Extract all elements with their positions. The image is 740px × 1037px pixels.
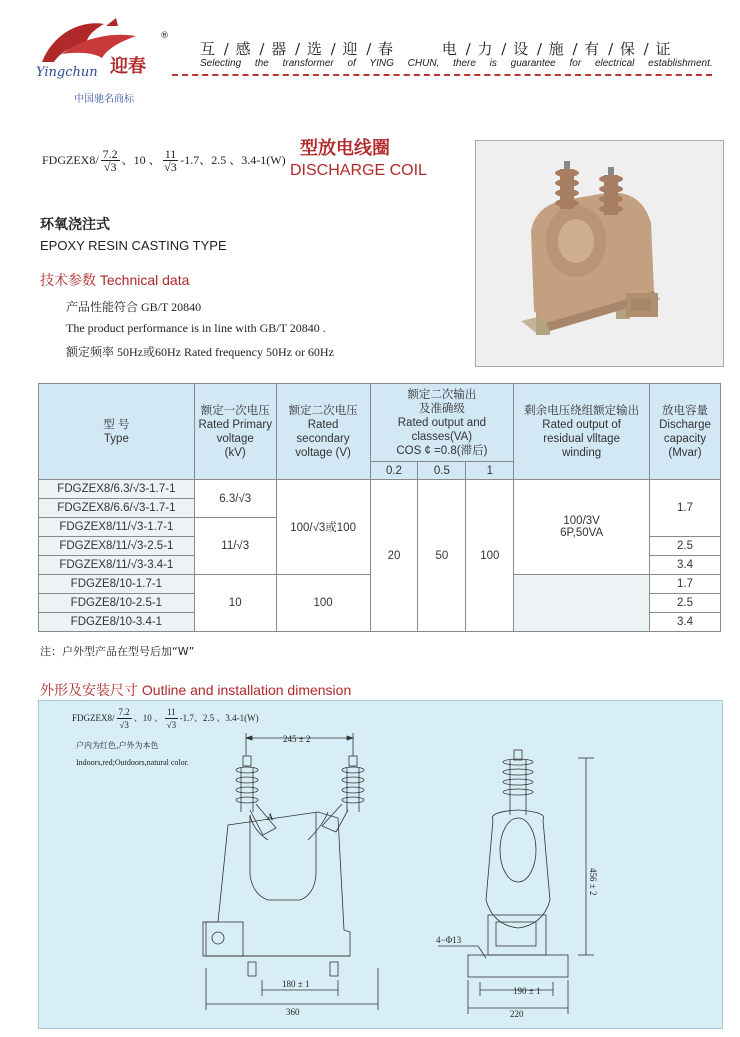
col-primary-voltage: 额定一次电压 Rated Primary voltage (kV) bbox=[194, 384, 276, 480]
type-cell: FDGZEX8/6.6/√3-1.7-1 bbox=[39, 499, 195, 518]
capacity-cell: 1.7 bbox=[649, 575, 720, 594]
casting-type-cn: 环氧浇注式 bbox=[40, 217, 110, 233]
secondary-voltage-cell: 100/√3或100 bbox=[276, 480, 370, 575]
capacity-cell: 3.4 bbox=[649, 613, 720, 632]
svg-text:®: ® bbox=[160, 31, 169, 41]
secondary-voltage-cell: 100 bbox=[276, 575, 370, 632]
output-0.5-cell: 50 bbox=[418, 480, 466, 632]
primary-voltage-cell: 10 bbox=[194, 575, 276, 632]
slogan-cn: 互 / 感 / 器 / 选 / 迎 / 春 电 / 力 / 设 / 施 / 有 / 保 / 证 bbox=[200, 40, 672, 58]
dim-456: 456 ± 2 bbox=[588, 868, 598, 896]
svg-text:迎春: 迎春 bbox=[110, 56, 146, 77]
front-view bbox=[203, 733, 378, 1010]
col-discharge-capacity: 放电容量 Discharge capacity (Mvar) bbox=[649, 384, 720, 480]
output-0.2-cell: 20 bbox=[370, 480, 418, 632]
trademark-note: 中国驰名商标 bbox=[74, 94, 134, 105]
col-class-1: 1 bbox=[466, 462, 514, 480]
dim-190: 190 ± 1 bbox=[513, 986, 541, 996]
dim-180: 180 ± 1 bbox=[282, 979, 310, 989]
dim-245: 245 ± 2 bbox=[283, 734, 311, 744]
rated-frequency: 额定频率 50Hz或60Hz Rated frequency 50Hz or 60Hz bbox=[66, 345, 334, 359]
col-class-0.5: 0.5 bbox=[418, 462, 466, 480]
col-output-classes: 额定二次输出 及准确级 Rated output and classes(VA) COS ¢ =0.8(滞后) bbox=[370, 384, 514, 462]
type-cell: FDGZEX8/6.3/√3-1.7-1 bbox=[39, 480, 195, 499]
type-cell: FDGZEX8/11/√3-1.7-1 bbox=[39, 518, 195, 537]
col-residual-output: 剩余电压绕组额定输出 Rated output of residual vlltage winding bbox=[514, 384, 650, 480]
capacity-cell: 1.7 bbox=[649, 480, 720, 537]
spec-table bbox=[38, 383, 721, 632]
model-formula: FDGZEX8/ $\frac{7.2}{√3}$ 、10 、 $\frac{11}{√3}$ -1.7、2.5 、3.4-1(W) bbox=[42, 147, 286, 174]
header-divider bbox=[172, 74, 712, 76]
type-cell: FDGZE8/10-3.4-1 bbox=[39, 613, 195, 632]
product-photo bbox=[475, 140, 724, 367]
residual-output-cell: 100/3V 6P,50VA bbox=[514, 480, 650, 575]
svg-text:Yingchun: Yingchun bbox=[36, 65, 98, 80]
primary-voltage-cell: 6.3/√3 bbox=[194, 480, 276, 518]
residual-output-cell bbox=[514, 575, 650, 632]
col-secondary-voltage: 额定二次电压 Rated secondary voltage (V) bbox=[276, 384, 370, 480]
technical-data-heading: 技术参数 Technical data bbox=[40, 272, 190, 288]
type-cell: FDGZE8/10-1.7-1 bbox=[39, 575, 195, 594]
table-row bbox=[39, 480, 721, 499]
type-cell: FDGZE8/10-2.5-1 bbox=[39, 594, 195, 613]
col-type: 型 号 Type bbox=[39, 384, 195, 480]
dim-220: 220 bbox=[510, 1009, 524, 1019]
output-1-cell: 100 bbox=[466, 480, 514, 632]
dimension-drawing-icon bbox=[38, 700, 721, 1027]
slogan-en: Selecting the transformer of YING CHUN, there is guarantee for electrical establishment. bbox=[200, 58, 713, 69]
drawing-model-formula: FDGZEX8/ $\frac{7.2}{√3}$ 、10 、 $\frac{11}{√3}$ -1.7、2.5 、3.4-1(W) bbox=[72, 707, 259, 730]
product-title-cn: 型放电线圈 bbox=[300, 138, 390, 159]
capacity-cell: 3.4 bbox=[649, 556, 720, 575]
type-cell: FDGZEX8/11/√3-2.5-1 bbox=[39, 537, 195, 556]
capacity-cell: 2.5 bbox=[649, 594, 720, 613]
outdoor-note: 注：户外型产品在型号后加“W” bbox=[40, 645, 195, 658]
primary-voltage-cell: 11/√3 bbox=[194, 518, 276, 575]
standard-en: The product performance is in line with GB/T 20840 . bbox=[66, 321, 326, 335]
dim-360: 360 bbox=[286, 1007, 300, 1017]
color-note-en: Indoors,red;Outdoors,natural color. bbox=[76, 758, 189, 767]
discharge-coil-photo-icon bbox=[476, 141, 723, 366]
terminal-a: A bbox=[267, 812, 274, 822]
outline-heading: 外形及安装尺寸 Outline and installation dimension bbox=[40, 682, 352, 698]
color-note-cn: 户内为红色,户外为本色 bbox=[76, 741, 159, 750]
standard-cn: 产品性能符合 GB/T 20840 bbox=[66, 300, 202, 314]
yingchun-logo bbox=[32, 14, 172, 80]
casting-type-en: EPOXY RESIN CASTING TYPE bbox=[40, 238, 227, 253]
hole-spec: 4−Φ13 bbox=[436, 935, 462, 945]
col-class-0.2: 0.2 bbox=[370, 462, 418, 480]
product-title-en: DISCHARGE COIL bbox=[290, 162, 427, 179]
capacity-cell: 2.5 bbox=[649, 537, 720, 556]
side-view bbox=[438, 750, 594, 1014]
type-cell: FDGZEX8/11/√3-3.4-1 bbox=[39, 556, 195, 575]
